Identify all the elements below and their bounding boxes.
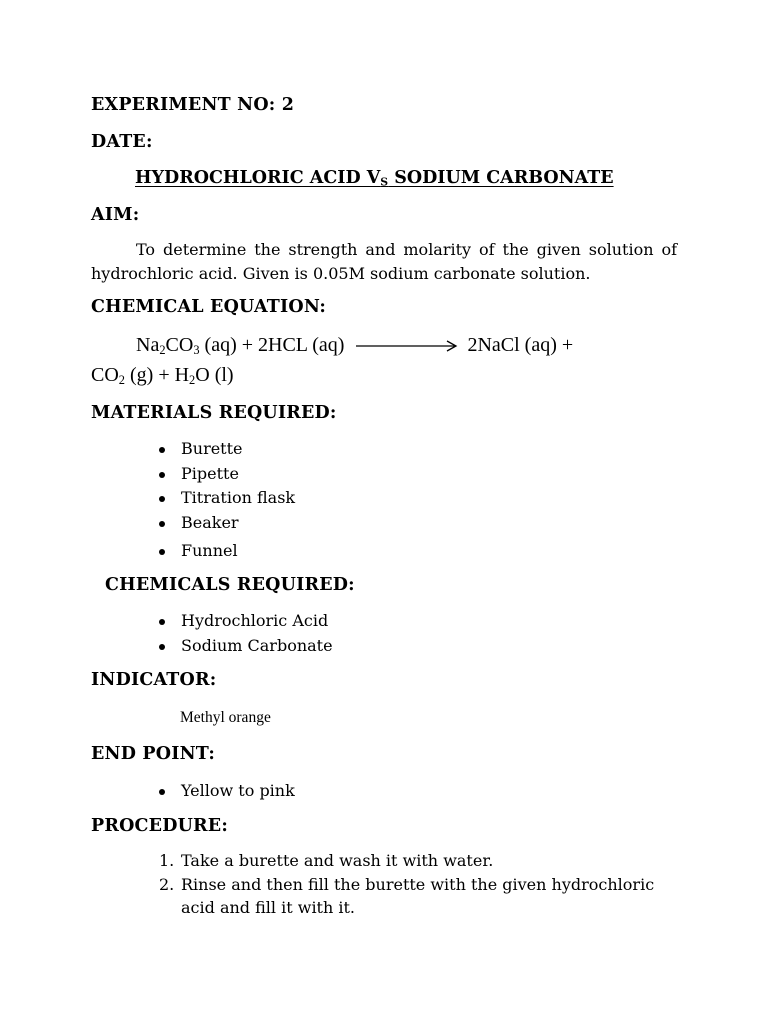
equation-line-2 [91,364,234,387]
aim-line-2: hydrochloric acid. Given is 0.05M sodium carbonate solution. [91,263,591,283]
eq-lhs-rest: (aq) + 2HCL (aq) [199,334,345,356]
procedure-step [159,873,681,920]
eq-co: CO [165,334,194,356]
reaction-arrow-icon [355,339,459,353]
title-part-2: SODIUM CARBONATE [388,168,614,188]
procedure-list [159,849,681,920]
eq-mid: (g) + H [125,364,190,386]
eq-end: O (l) [195,364,234,386]
eq-co2: CO [91,364,119,386]
indicator-value: Methyl orange [180,709,271,726]
document-title [135,168,614,188]
eq-na: Na [136,334,160,356]
chemicals-list [159,609,333,658]
indicator-heading: INDICATOR: [91,670,217,690]
list-item: Pipette [159,462,295,487]
step-text: Take a burette and wash it with water. [181,851,494,870]
eq-sub-2: 2 [159,343,166,358]
equation-line-1 [136,334,573,357]
end-point-heading: END POINT: [91,744,216,764]
eq-sub-2c: 2 [189,373,196,388]
list-item: Titration flask [159,486,295,511]
procedure-step [159,849,681,873]
chemicals-heading: CHEMICALS REQUIRED: [105,575,355,595]
experiment-number: EXPERIMENT NO: 2 [91,95,295,115]
list-item: Burette [159,437,295,462]
step-text: Rinse and then fill the burette with the given hydrochloric acid and fill it with it. [181,874,655,917]
aim-heading: AIM: [91,205,140,225]
eq-rhs-1: 2NaCl (aq) + [467,334,574,356]
aim-paragraph [91,238,677,285]
title-part-1: HYDROCHLORIC ACID V [135,168,381,188]
date-label: DATE: [91,132,153,152]
materials-heading: MATERIALS REQUIRED: [91,403,337,423]
title-subscript: S [380,175,389,189]
chemical-equation-heading: CHEMICAL EQUATION: [91,297,327,317]
list-item: Hydrochloric Acid [159,609,333,634]
list-item: Yellow to pink [159,779,295,804]
step-number: 1. [159,851,175,870]
list-item: Beaker [159,511,295,536]
procedure-heading: PROCEDURE: [91,816,228,836]
aim-line-1: To determine the strength and molarity of the given solution of [136,240,677,259]
end-point-list [159,779,295,804]
materials-list [159,437,295,564]
eq-sub-3: 3 [193,343,200,358]
eq-sub-2b: 2 [118,373,125,388]
list-item: Funnel [159,539,295,564]
step-number: 2. [159,874,175,894]
list-item: Sodium Carbonate [159,634,333,659]
